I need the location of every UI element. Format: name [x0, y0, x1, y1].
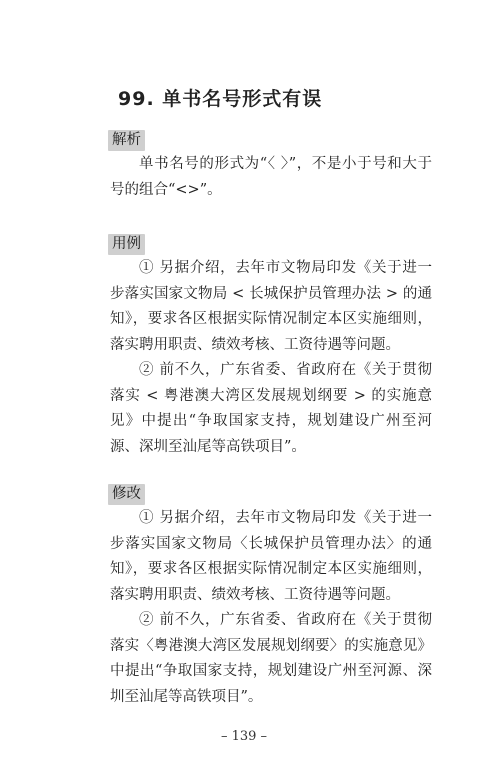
example-paragraph-2: ② 前不久，广东省委、省政府在《关于贯彻落实 < 粤港澳大湾区发展规划纲要 > 的实施意见》中提出“争取国家支持，规划建设广州至河源、深圳至汕尾等高铁项目”。 — [110, 362, 432, 455]
analysis-text: 单书名号的形式为“〈 〉”，不是小于号和大于号的组合“<>”。 — [110, 156, 432, 198]
example-paragraph-1: ① 另据介绍，去年市文物局印发《关于进一步落实国家文物局 < 长城保护员管理办法 > 的通知》，要求各区根据实际情况制定本区实施细则，落实聘用职责、绩效考核、工资待遇等问题。 — [110, 260, 432, 353]
revision-paragraph-2: ② 前不久，广东省委、省政府在《关于贯彻落实〈粤港澳大湾区发展规划纲要〉的实施意见》中提出“争取国家支持，规划建设广州至河源、深圳至汕尾等高铁项目”。 — [110, 612, 432, 705]
analysis-tag: 解析 — [108, 130, 145, 151]
section-heading: 99. 单书名号形式有误 — [118, 88, 323, 110]
example-tag: 用例 — [108, 234, 145, 255]
page-number: – 139 – — [220, 729, 268, 744]
revision-paragraph-1: ① 另据介绍，去年市文物局印发《关于进一步落实国家文物局〈长城保护员管理办法〉的通知》，要求各区根据实际情况制定本区实施细则，落实聘用职责、绩效考核、工资待遇等问题。 — [110, 510, 432, 603]
revision-tag: 修改 — [108, 484, 145, 505]
